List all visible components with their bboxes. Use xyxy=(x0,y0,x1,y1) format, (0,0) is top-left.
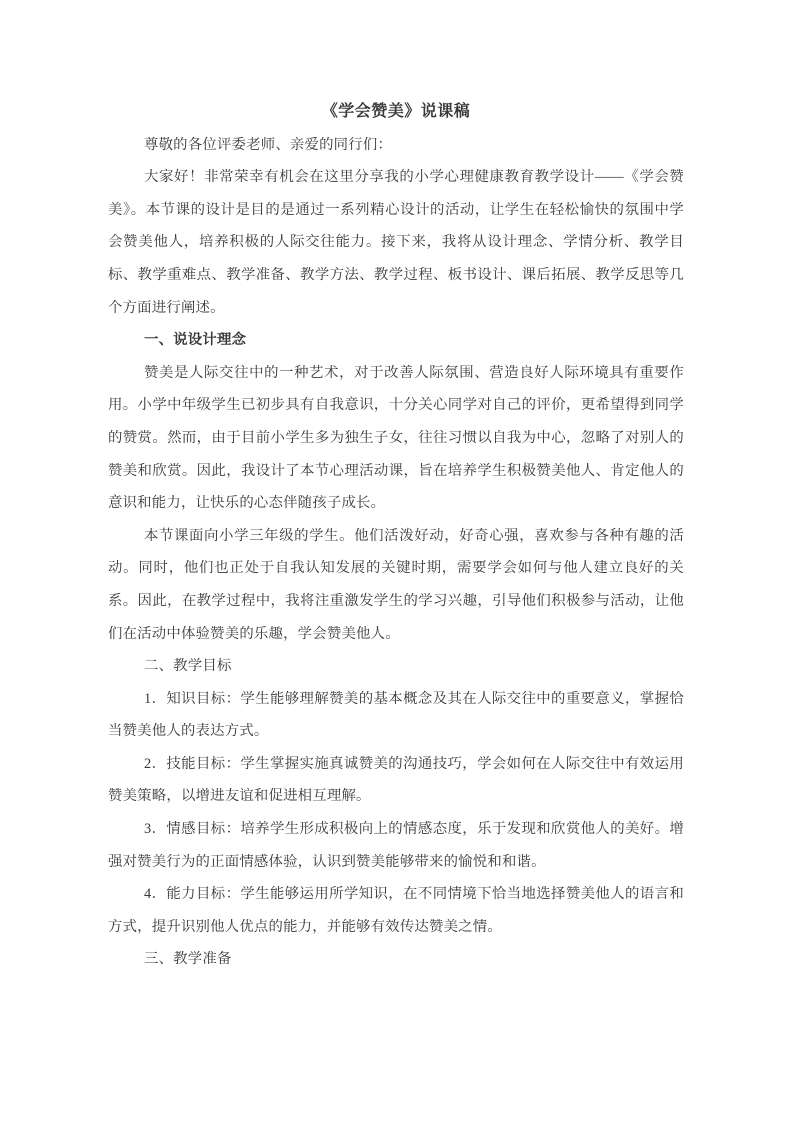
paragraph-knowledge-goal: 1．知识目标：学生能够理解赞美的基本概念及其在人际交往中的重要意义，掌握恰当赞美他人的表达方式。 xyxy=(108,690,684,740)
paragraph-learner-analysis: 本节课面向小学三年级的学生。他们活泼好动，好奇心强，喜欢参与各种有趣的活动。同时，他们也正处于自我认知发展的关键时期，需要学会如何与他人建立良好的关系。因此，在教学过程中，我将注重激发学生的学习兴趣，引导他们积极参与活动，让他们在活动中体验赞美的乐趣，学会赞美他人。 xyxy=(108,527,684,642)
paragraph-design-rationale: 赞美是人际交往中的一种艺术，对于改善人际氛围、营造良好人际环境具有重要作用。小学中年级学生已初步具有自我意识，十分关心同学对自己的评价，更希望得到同学的赞赏。然而，由于目前小学生多为独生子女，往往习惯以自我为中心，忽略了对别人的赞美和欣赏。因此，我设计了本节心理活动课，旨在培养学生积极赞美他人、肯定他人的意识和能力，让快乐的心态伴随孩子成长。 xyxy=(108,364,684,512)
paragraph-salutation: 尊敬的各位评委老师、亲爱的同行们： xyxy=(144,136,393,153)
paragraph-emotion-goal: 3．情感目标：培养学生形成积极向上的情感态度，乐于发现和欣赏他人的美好。增强对赞美行为的正面情感体验，认识到赞美能够带来的愉悦和和谐。 xyxy=(108,821,684,870)
paragraph-opening: 大家好！非常荣幸有机会在这里分享我的小学心理健康教育教学设计——《学会赞美》。本节课的设计是目的是通过一系列精心设计的活动，让学生在轻松愉快的氛围中学会赞美他人，培养积极的人际交往能力。接下来，我将从设计理念、学情分析、教学目标、教学重难点、教学准备、教学方法、教学过程、板书设计、课后拓展、教学反思等几个方面进行阐述。 xyxy=(108,169,684,316)
heading-section-2-teaching-goals: 二、教学目标 xyxy=(144,658,232,675)
heading-section-1-design-concept: 一、说设计理念 xyxy=(144,332,247,349)
document-title: 《学会赞美》说课稿 xyxy=(321,103,471,120)
heading-section-3-teaching-preparation: 三、教学准备 xyxy=(144,951,232,968)
paragraph-skill-goal: 2．技能目标：学生掌握实施真诚赞美的沟通技巧，学会如何在人际交往中有效运用赞美策略，以增进友谊和促进相互理解。 xyxy=(108,755,684,805)
paragraph-ability-goal: 4．能力目标：学生能够运用所学知识，在不同情境下恰当地选择赞美他人的语言和方式，提升识别他人优点的能力，并能够有效传达赞美之情。 xyxy=(108,886,684,935)
